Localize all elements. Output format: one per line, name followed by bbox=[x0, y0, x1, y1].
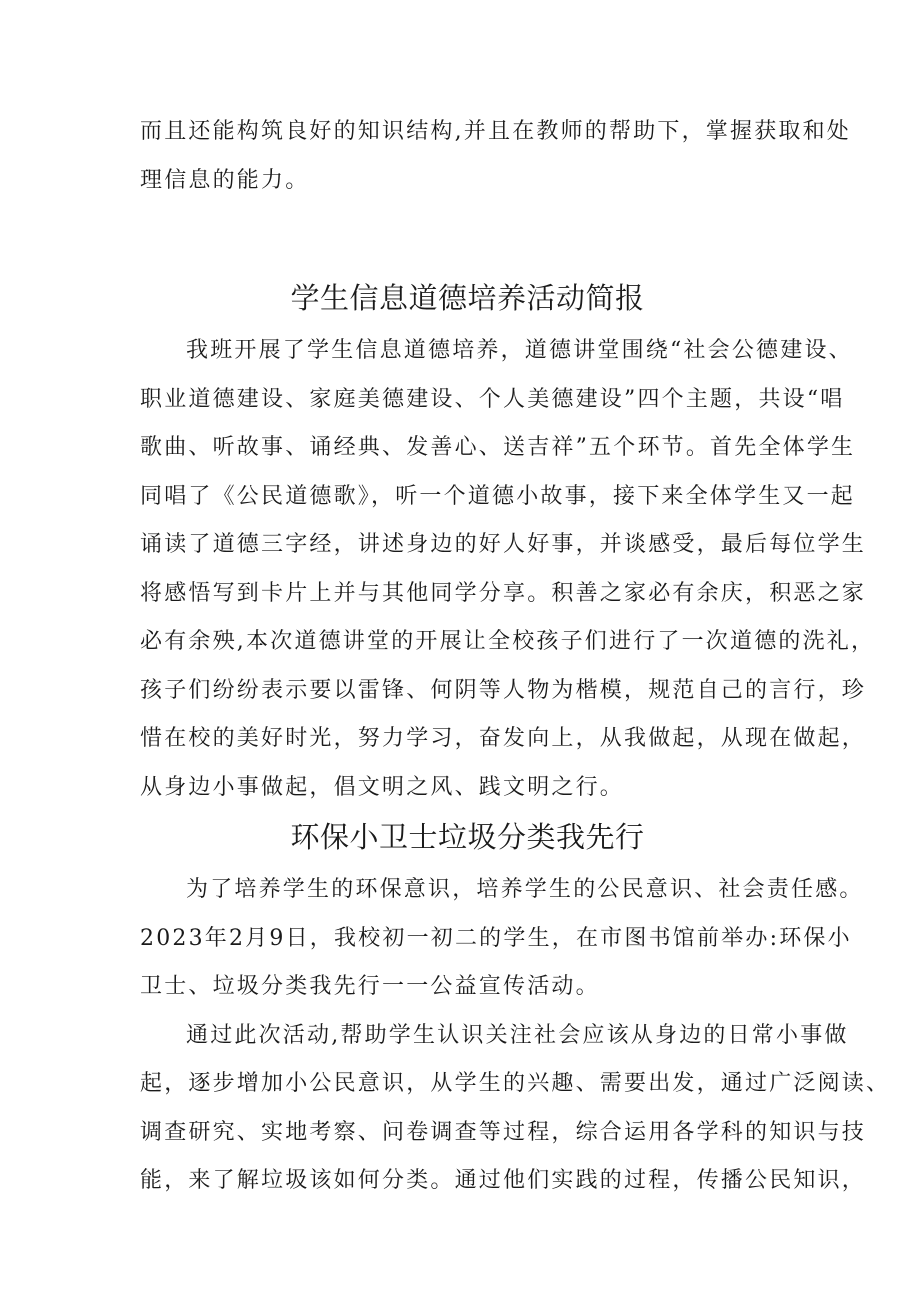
text-line: 我班开展了学生信息道德培养，道德讲堂围绕“社会公德建设、 bbox=[186, 338, 853, 363]
section-title: 环保小卫士垃圾分类我先行 bbox=[290, 820, 645, 854]
text-line: 卫士、垃圾分类我先行一一公益宣传活动。 bbox=[140, 974, 600, 999]
text-line: 理信息的能力。 bbox=[140, 167, 310, 193]
text-line: 起，逐步增加小公民意识，从学生的兴趣、需要出发，通过广泛阅读、 bbox=[140, 1071, 891, 1096]
text-line: 职业道德建设、家庭美德建设、个人美德建设”四个主题，共设“唱 bbox=[140, 386, 845, 412]
text-line: 为了培养学生的环保意识，培养学生的公民意识、社会责任感。 bbox=[186, 877, 864, 902]
text-line: 通过此次活动,帮助学生认识关注社会应该从身边的日常小事做 bbox=[186, 1022, 849, 1048]
section-spacer bbox=[140, 205, 795, 269]
text-line: 惜在校的美好时光，努力学习，奋发向上，从我做起，从现在做起， bbox=[140, 726, 867, 751]
text-line: 调查研究、实地考察、问卷调查等过程，综合运用各学科的知识与技 bbox=[140, 1119, 867, 1145]
text-line: 诵读了道德三字经，讲述身边的好人好事，并谈感受，最后每位学生 bbox=[140, 532, 867, 557]
section-paragraph bbox=[140, 1012, 891, 1206]
intro-paragraph bbox=[140, 108, 851, 205]
text-line: 而且还能构筑良好的知识结构,并且在教师的帮助下，掌握获取和处 bbox=[140, 119, 851, 144]
text-line: 能，来了解垃圾该如何分类。通过他们实践的过程，传播公民知识， bbox=[140, 1168, 867, 1193]
section-paragraph bbox=[140, 327, 876, 812]
text-line: 2023年2月9日，我校初一初二的学生，在市图书馆前举办:环保小 bbox=[140, 925, 852, 951]
document-page bbox=[140, 108, 891, 1206]
text-line: 同唱了《公民道德歌》，听一个道德小故事，接下来全体学生又一起 bbox=[140, 483, 856, 509]
text-line: 将感悟写到卡片上并与其他同学分享。积善之家必有余庆，积恶之家 bbox=[140, 580, 867, 606]
text-line: 歌曲、听故事、诵经典、发善心、送吉祥”五个环节。首先全体学生 bbox=[140, 435, 856, 460]
text-line: 孩子们纷纷表示要以雷锋、何阴等人物为楷模，规范自己的言行，珍 bbox=[140, 677, 867, 703]
section-title: 学生信息道德培养活动简报 bbox=[290, 281, 645, 315]
text-line: 从身边小事做起，倡文明之风、践文明之行。 bbox=[140, 774, 625, 800]
section-paragraph bbox=[140, 866, 864, 1012]
text-line: 必有余殃,本次道德讲堂的开展让全校孩子们进行了一次道德的洗礼， bbox=[140, 629, 876, 654]
